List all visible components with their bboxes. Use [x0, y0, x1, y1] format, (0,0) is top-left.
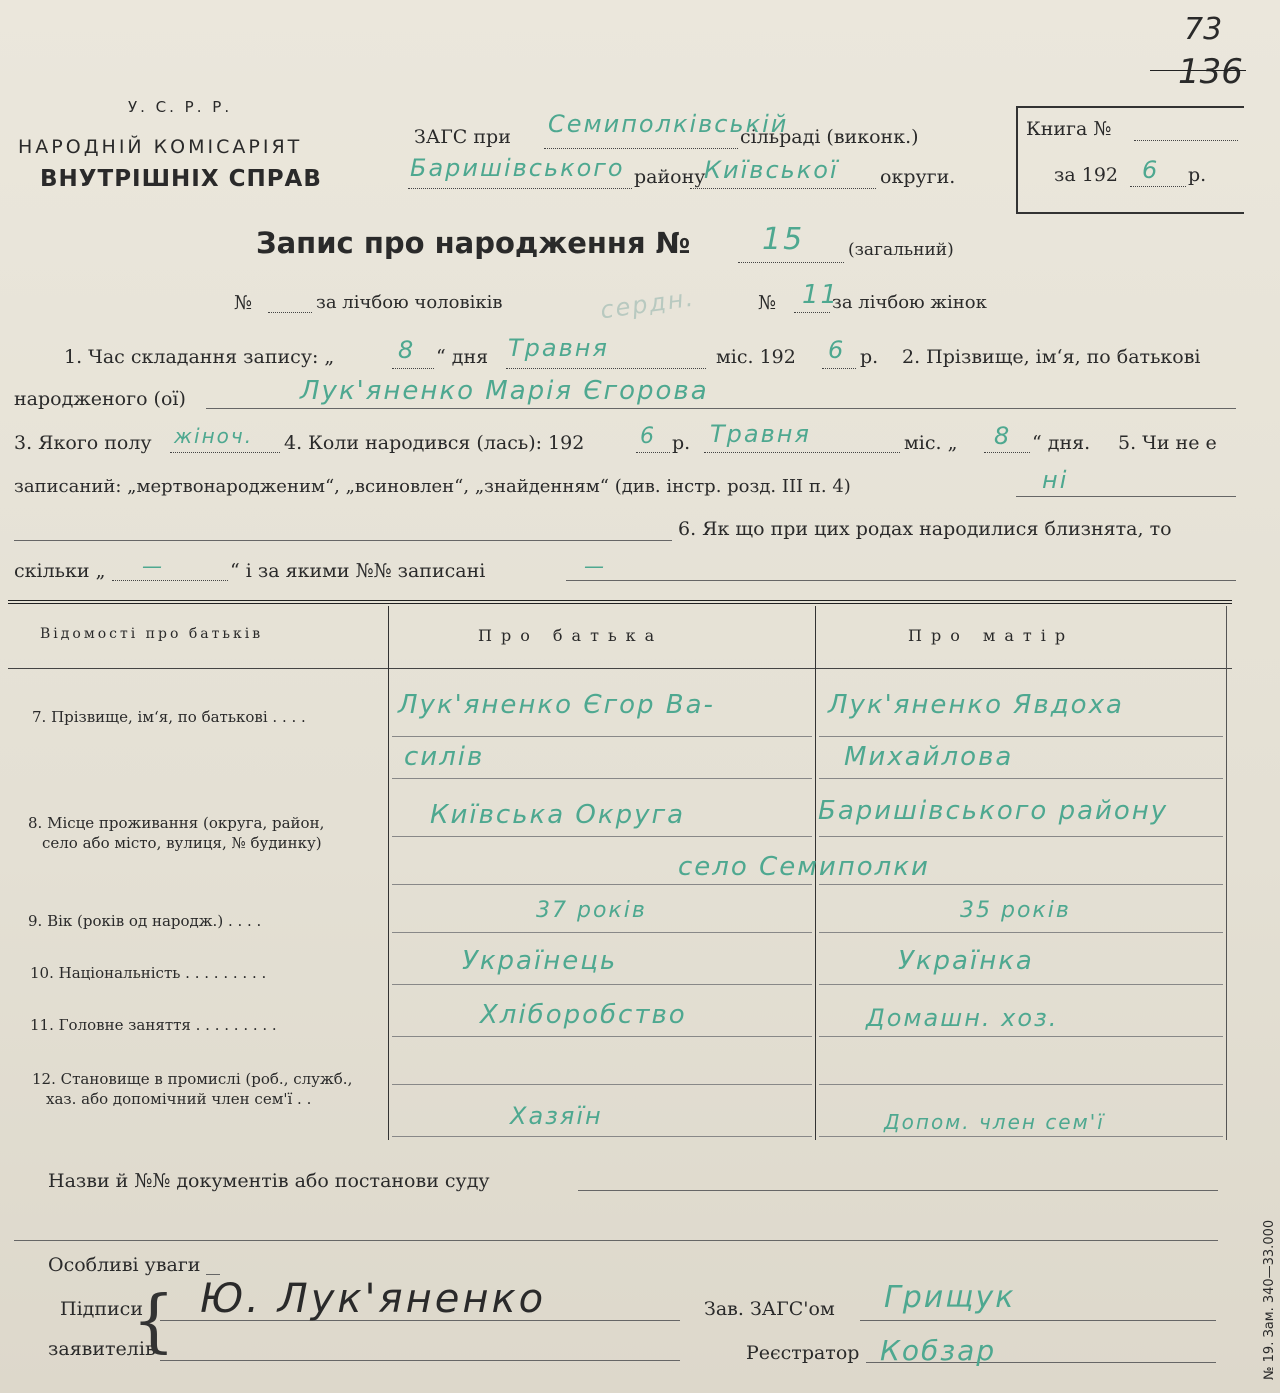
- field3-label: 3. Якого полу: [14, 432, 152, 454]
- row8-label: 8. Місце проживання (округа, район,: [28, 814, 325, 832]
- field4-day-line: [984, 452, 1030, 453]
- village-handwritten: Семиполківській: [548, 110, 789, 138]
- field3-line: [170, 452, 280, 453]
- book-year-label: за 192: [1054, 164, 1118, 186]
- women-count-line: [794, 312, 830, 313]
- row-rule: [819, 932, 1223, 933]
- table-right-border: [1226, 606, 1227, 1140]
- row-rule: [392, 1084, 812, 1085]
- ministry-label: ВНУТРІШНІХ СПРАВ: [40, 166, 322, 192]
- record-number-line: [738, 262, 844, 263]
- field4-month-handwritten: Травня: [710, 420, 811, 448]
- field4-label: 4. Коли народився (лась): 192: [284, 432, 585, 454]
- notes-line: [206, 1274, 220, 1275]
- field4-day-handwritten: 8: [994, 422, 1012, 450]
- row-rule: [392, 984, 812, 985]
- field6-label: 6. Як що при цих родах народилися близнята, то: [678, 518, 1172, 540]
- row-rule: [392, 884, 812, 885]
- table-top-border: [8, 600, 1232, 604]
- field1-day-line: [392, 368, 434, 369]
- field1-year-suffix: р.: [860, 346, 879, 368]
- field1-year-label: міс. 192: [716, 346, 796, 368]
- field6-count-line: [112, 580, 228, 581]
- record-title: Запис про народження №: [256, 226, 691, 260]
- field1-month-handwritten: Травня: [508, 334, 609, 362]
- documents-label: Назви й №№ документів або постанови суду: [48, 1170, 490, 1192]
- republic-label: У. С. Р. Р.: [128, 98, 233, 116]
- field6-prior-line: [14, 540, 672, 541]
- row9-label: 9. Вік (років од народж.) . . . .: [28, 912, 262, 930]
- district-line: [408, 188, 632, 189]
- signatures-label-cont: заявителів: [48, 1338, 156, 1360]
- row-rule: [819, 1084, 1223, 1085]
- row-rule: [392, 1136, 812, 1137]
- field4-year-line: [636, 452, 670, 453]
- row-rule: [819, 1136, 1223, 1137]
- row7-label: 7. Прізвище, ім‘я, по батькові . . . .: [32, 708, 306, 726]
- field3-handwritten: жіноч.: [174, 424, 254, 448]
- book-year-suffix: р.: [1188, 164, 1207, 186]
- row11-father-handwritten: Хліборобство: [480, 1000, 687, 1030]
- book-label: Книга №: [1026, 118, 1112, 140]
- field1-year-line: [822, 368, 856, 369]
- field6-label-numbers: “ і за якими №№ записані: [230, 560, 486, 582]
- documents-line: [578, 1190, 1218, 1191]
- row12-label-cont: хаз. або допомічний член сем'ї . .: [46, 1090, 312, 1108]
- row8-father-handwritten-1: Київська Округа: [430, 800, 686, 830]
- field4-month-line: [704, 452, 900, 453]
- field4-month-suffix: міс. „: [904, 432, 958, 454]
- signatures-brace: {: [132, 1282, 176, 1361]
- head-zags-line: [860, 1320, 1216, 1321]
- col-header-mother: Про матір: [908, 626, 1075, 645]
- row-rule: [819, 884, 1223, 885]
- field1-day-label: “ дня: [436, 346, 489, 368]
- okrug-line: [690, 188, 876, 189]
- head-zags-signature: Грищук: [884, 1280, 1016, 1315]
- row8-mother-handwritten-1: Баришівського району: [818, 796, 1169, 826]
- zags-prefix: ЗАГС при: [414, 126, 511, 148]
- row11-label: 11. Головне заняття . . . . . . . . .: [30, 1016, 277, 1034]
- table-header-border: [8, 668, 1232, 669]
- row7-father-handwritten-2: силів: [404, 742, 485, 772]
- row-rule: [819, 778, 1223, 779]
- field1-year-handwritten: 6: [828, 336, 846, 364]
- field2-name-line: [206, 408, 1236, 409]
- row10-mother-handwritten: Українка: [898, 946, 1034, 976]
- row7-father-handwritten-1: Лук'яненко Єгор Ва-: [398, 690, 715, 720]
- field1-month-line: [506, 368, 706, 369]
- women-count-prefix: №: [758, 292, 776, 314]
- row8-father-handwritten-2: село Семиполки: [678, 852, 930, 882]
- row-rule: [392, 736, 812, 737]
- book-number-line: [1134, 140, 1238, 141]
- record-number-handwritten: 15: [762, 222, 805, 257]
- registrar-label: Реєстратор: [746, 1342, 860, 1364]
- row-rule: [392, 778, 812, 779]
- row11-mother-handwritten: Домашн. хоз.: [866, 1004, 1059, 1032]
- row10-label: 10. Національність . . . . . . . . .: [30, 964, 267, 982]
- okrug-suffix: округи.: [880, 166, 956, 188]
- field4-day-suffix: “ дня.: [1032, 432, 1091, 454]
- applicant-signature: Ю. Лук'яненко: [200, 1276, 547, 1322]
- field5-label: 5. Чи не е: [1118, 432, 1217, 454]
- col-header-father: Про батька: [478, 626, 664, 645]
- field2-label-cont: народженого (ої): [14, 388, 186, 410]
- row-rule: [819, 836, 1223, 837]
- row10-father-handwritten: Українець: [462, 946, 618, 976]
- field4-year-suffix: р.: [672, 432, 691, 454]
- row12-father-handwritten: Хазяїн: [510, 1102, 603, 1130]
- notes-label: Особливі уваги: [48, 1254, 201, 1276]
- field5-line: [1016, 496, 1236, 497]
- row-rule: [392, 932, 812, 933]
- field1-label: 1. Час складання запису: „: [64, 346, 335, 368]
- men-count-line: [268, 312, 312, 313]
- field6-count-handwritten: —: [142, 554, 164, 578]
- row12-label: 12. Становище в промислі (роб., служб.,: [32, 1070, 353, 1088]
- field6-numbers-line: [566, 580, 1236, 581]
- documents-line-2: [14, 1240, 1218, 1241]
- field5-label-cont: записаний: „мертвонародженим“, „всиновлен“, „знайденням“ (див. інстр. розд. III п. 4): [14, 476, 851, 497]
- row7-mother-handwritten-1: Лук'яненко Явдоха: [828, 690, 1124, 720]
- row8-label-cont: село або місто, вулиця, № будинку): [42, 834, 322, 852]
- okrug-handwritten: Київської: [704, 156, 839, 184]
- row7-mother-handwritten-2: Михайлова: [844, 742, 1014, 772]
- archive-number-bottom: 136: [1178, 52, 1243, 92]
- row9-father-handwritten: 37 років: [536, 898, 647, 923]
- row-rule: [392, 1036, 812, 1037]
- field2-label: 2. Прізвище, ім‘я, по батькові: [902, 346, 1201, 368]
- field4-year-handwritten: 6: [640, 424, 656, 449]
- row12-mother-handwritten: Допом. член сем'ї: [884, 1110, 1105, 1134]
- men-count-label: за лічбою чоловіків: [316, 292, 503, 313]
- field5-handwritten: ні: [1042, 466, 1069, 494]
- village-line: [544, 148, 738, 149]
- head-zags-label: Зав. ЗАГС'ом: [704, 1298, 835, 1320]
- village-suffix: сільраді (виконк.): [740, 126, 919, 148]
- row-rule: [819, 736, 1223, 737]
- women-count-label: за лічбою жінок: [832, 292, 987, 313]
- printer-mark: № 19. Зам. 340—33.000: [1262, 1219, 1277, 1380]
- field2-name-handwritten: Лук'яненко Марія Єгорова: [300, 376, 709, 406]
- row-rule: [819, 1036, 1223, 1037]
- field1-day-handwritten: 8: [398, 336, 416, 364]
- registrar-signature: Кобзар: [880, 1334, 997, 1367]
- faint-note-handwritten: сердн.: [598, 283, 697, 325]
- book-year-handwritten: 6: [1142, 156, 1160, 184]
- col-header-parents: Відомості про батьків: [40, 626, 264, 642]
- commissariat-label: НАРОДНІЙ КОМІСАРІЯТ: [18, 136, 303, 158]
- book-year-line: [1130, 186, 1186, 187]
- signatures-label: Підписи: [60, 1298, 143, 1320]
- row-rule: [819, 984, 1223, 985]
- table-col-divider-1: [388, 606, 389, 1140]
- field6-numbers-handwritten: —: [584, 554, 606, 578]
- archive-strike: [1150, 70, 1246, 71]
- row-rule: [392, 836, 812, 837]
- field6-label-cont: скільки „: [14, 560, 106, 582]
- men-count-prefix: №: [234, 292, 252, 314]
- women-count-handwritten: 11: [802, 280, 840, 310]
- district-suffix: району: [634, 166, 706, 188]
- district-handwritten: Баришівського: [410, 154, 625, 182]
- row9-mother-handwritten: 35 років: [960, 898, 1071, 923]
- signature-line-2: [160, 1360, 680, 1361]
- record-title-suffix: (загальний): [848, 240, 954, 260]
- archive-number-top: 73: [1184, 12, 1223, 47]
